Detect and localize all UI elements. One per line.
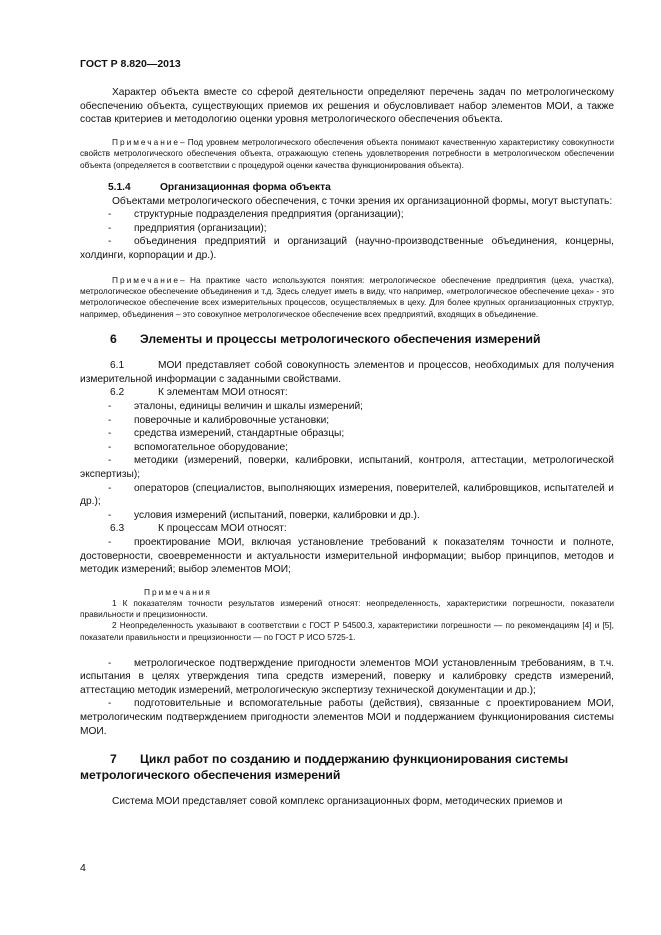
section-heading-6: 6 Элементы и процессы метрологического обеспечения измерений — [110, 332, 541, 347]
note-item: 2 Неопределенность указывают в соответствии с ГОСТ Р 54500.3, характеристики погрешности — по рекомендациям [4] и [5], показатели правильности и прецизионности — по ГОСТ Р ИСО 5725-1. — [80, 620, 614, 642]
note-2 — [80, 275, 614, 321]
section-heading-5-1-4 — [80, 181, 614, 195]
list-item: - объединения предприятий и организаций (научно-производственные объединения, концерны, холдинги, корпорации и др.). — [80, 236, 614, 261]
section-lead: Объектами метрологического обеспечения, с точки зрения их организационной формы, могут выступать: — [112, 195, 613, 207]
paragraph-6-3: 6.3 К процессам МОИ относят: — [110, 523, 287, 535]
note-text: – На практике часто используются понятия: метрологическое обеспечение предприятия (цеха, участка), метрологическое обеспечение объединения и т.д. Здесь следует иметь в виду, что например, «метрологическое обеспечение цеха» - это метрологическое обеспечение всех измерительных процессов, осуществляемых в цеху. Для более крупных организационных структур, например, объединения – это совокупное метрологическое обеспечение всех предприятий, входящих в объединение. — [80, 274, 614, 319]
note-text: – Под уровнем метрологического обеспечения объекта понимают качественную характеристику совокупности свойств метрологического обеспечения объекта, отражающую степень удовлетворения потребности в метрологическом обеспечении объекта (определяется в соответствии с процедурой оценки качества функционирования объекта). — [80, 136, 614, 170]
document-page — [80, 58, 614, 809]
list-item: - предприятия (организации); — [108, 222, 267, 234]
section-title: Организационная форма объекта — [160, 182, 331, 193]
list-item: - условия измерений (испытаний, поверки, калибровки и др.). — [108, 509, 420, 521]
list-item: - проектирование МОИ, включая установление требований к показателям точности и полноте, достоверности, своевременности и актуальности измерительной информации; выбор принципов, методов и методик измерений; выбор элементов МОИ; — [80, 536, 614, 576]
notes-title: Примечания — [144, 586, 212, 597]
notes-block — [80, 587, 614, 643]
list-item: - эталоны, единицы величин и шкалы измерений; — [108, 400, 363, 412]
list-item: - метрологическое подтверждение пригодности элементов МОИ установленным требованиям, в т.ч. испытания в целях утверждения типа средств измерений, поверку и калибровку средств измерений, аттестацию методик измерений, метрологическую экспертизу технической документации и др.); — [80, 657, 614, 696]
document-header: ГОСТ Р 8.820—2013 — [80, 58, 181, 70]
list-item: - подготовительные и вспомогательные работы (действия), связанные с проектированием МОИ, метрологическим подтверждением пригодности элементов МОИ и поддержанием функционирования системы МОИ. — [80, 698, 614, 737]
section-number: 5.1.4 — [108, 182, 131, 193]
note-item: 1 К показателям точности результатов измерений относят: неопределенность, характеристики погрешности, показатели правильности и прецизионности. — [80, 597, 614, 620]
note-label: Примечание — [112, 274, 181, 285]
list-item: - вспомогательное оборудование; — [108, 441, 288, 453]
list-item: - методики (измерений, поверки, калибровки, испытаний, контроля, аттестации, метрологической экспертизы); — [80, 455, 614, 480]
list-item: - операторов (специалистов, выполняющих измерения, поверителей, калибровщиков, испытателей и др.); — [80, 482, 614, 508]
page-number: 4 — [80, 862, 86, 874]
note-label: Примечание — [112, 136, 181, 147]
paragraph-7: Система МОИ представляет совой комплекс организационных форм, методических приемов и — [112, 796, 563, 808]
list-item: - средства измерений, стандартные образцы; — [108, 428, 345, 440]
list-item: - поверочные и калибровочные установки; — [108, 414, 330, 426]
list-item: - структурные подразделения предприятия (организации); — [108, 209, 404, 221]
paragraph-6-2: 6.2 К элементам МОИ относят: — [110, 387, 288, 399]
paragraph-6-1: 6.1 МОИ представляет собой совокупность элементов и процессов, необходимых для получения измерительной информации с заданными свойствами. — [80, 360, 614, 385]
intro-paragraph: Характер объекта вместе со сферой деятельности определяют перечень задач по метрологическому обеспечению объекта, существующих приемов их решения и обусловливает набор элементов МОИ, а также состав критериев и методологию оценки уровня метрологического обеспечения объекта. — [80, 87, 614, 126]
section-heading-7: 7 Цикл работ по созданию и поддержанию функционирования системы метрологического обеспечения измерений — [80, 752, 569, 782]
note-1 — [80, 137, 614, 171]
